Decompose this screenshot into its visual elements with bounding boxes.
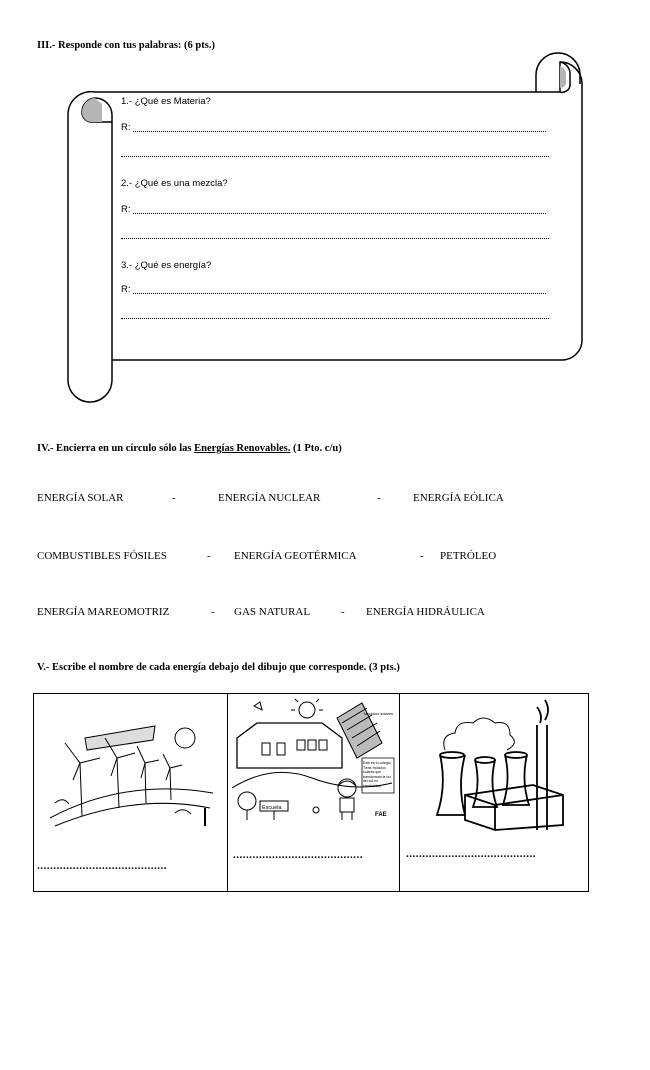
renewables-emphasis: Energías Renovables. (194, 443, 291, 454)
answer-3-prefix: R: (121, 284, 131, 295)
question-1: 1.- ¿Qué es Materia? (121, 96, 211, 107)
separator: - (341, 606, 345, 618)
answer-2-prefix: R: (121, 204, 131, 215)
wind-farm-illustration (45, 708, 215, 828)
energy-option[interactable]: ENERGÍA EÓLICA (413, 492, 504, 504)
separator: - (420, 550, 424, 562)
energy-option[interactable]: PETRÓLEO (440, 550, 497, 562)
separator: - (207, 550, 211, 562)
answer-line-nuclear[interactable]: ........................................ (406, 848, 536, 860)
answer-line-wind[interactable]: ........................................ (37, 860, 167, 872)
energy-option[interactable]: GAS NATURAL (234, 606, 311, 618)
scroll-curl-shade (82, 98, 102, 122)
energy-option[interactable]: ENERGÍA NUCLEAR (218, 492, 321, 504)
energy-option[interactable]: ENERGÍA HIDRÁULICA (366, 606, 485, 618)
section5-title: V.- Escribe el nombre de cada energía debajo del dibujo que corresponde. (3 pts.) (37, 662, 400, 673)
section3-title: III.- Responde con tus palabras: (6 pts.) (37, 40, 215, 51)
answer-1-line-2[interactable] (121, 156, 549, 157)
school-sign-label: Escuela (262, 805, 282, 811)
nuclear-plant-illustration (425, 695, 575, 835)
answer-3-line[interactable] (133, 293, 546, 294)
energy-option[interactable]: COMBUSTIBLES FÓSILES (37, 550, 167, 562)
separator: - (377, 492, 381, 504)
separator: - (172, 492, 176, 504)
question-3: 3.- ¿Qué es energía? (121, 260, 212, 271)
energy-option[interactable]: ENERGÍA SOLAR (37, 492, 124, 504)
energy-option[interactable]: ENERGÍA MAREOMOTRIZ (37, 606, 170, 618)
answer-1-prefix: R: (121, 122, 131, 133)
answer-2-line-2[interactable] (121, 238, 549, 239)
logo-text: FAE (375, 812, 387, 818)
energy-option[interactable]: ENERGÍA GEOTÉRMICA (234, 550, 357, 562)
answer-1-line[interactable] (133, 131, 546, 132)
question-2: 2.- ¿Qué es una mezcla? (121, 178, 228, 189)
solar-note-text: Este es tu colegio. Tiene módulos solares que transforman la luz del sol en electricidad (363, 761, 392, 788)
answer-2-line[interactable] (133, 213, 546, 214)
answer-line-solar[interactable]: ........................................ (233, 849, 363, 861)
solar-panel-label: Módulos solares (364, 711, 394, 716)
section4-title: IV.- Encierra en un círculo sólo las Energías Renovables. (1 Pto. c/u) (37, 443, 342, 454)
separator: - (211, 606, 215, 618)
answer-3-line-2[interactable] (121, 318, 549, 319)
